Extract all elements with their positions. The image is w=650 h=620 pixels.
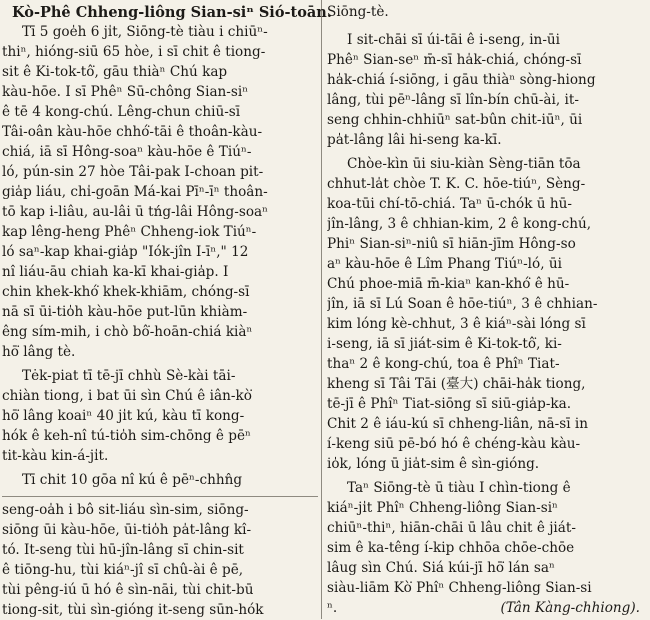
text-line: thaⁿ 2 ê kong-chú, toa ê Phîⁿ Tiat- [327, 356, 560, 372]
text-line: aⁿ kàu-hōe ê Lîm Phang Tiúⁿ-ló, ūi [327, 256, 562, 272]
text-line: kheng sī Tâi Tāi (臺大) chāi-ha̍k tiong, [327, 376, 586, 392]
text-line: sit ê Ki-tok-tô͘, gāu thiàⁿ Chú kap [2, 64, 228, 80]
text-line: pa̍t-lâng lâi hi-seng ka-kī. [327, 132, 502, 148]
paragraph [2, 470, 316, 490]
text-line: chhut-la̍t chòe T. K. C. hōe-tiúⁿ, Sèng- [327, 176, 586, 192]
text-line: Phêⁿ Sian-seⁿ m̄-sī ha̍k-chiá, chóng-sī [327, 52, 582, 68]
text-line: tit-kàu kin-á-jı̍t. [2, 448, 109, 464]
text-line: lâng, tùi pēⁿ-lâng sī lîn-bín chū-ài, it- [327, 92, 579, 108]
text-line: tō kap i-liâu, au-lâi ū tńg-lâi Hông-soaⁿ [2, 204, 268, 220]
text-line: Chòe-kìn ūi siu-kiàn Sèng-tiān tōa [347, 156, 581, 172]
text-line: kim lóng kè-chhut, 3 ê kiáⁿ-sài lóng sī [327, 316, 586, 332]
text-line: jîn-lâng, 3 ê chhian-kim, 2 ê kong-chú, [327, 216, 592, 232]
text-line: thiⁿ, hióng-siū 65 hòe, i sī chit ê tiong- [2, 44, 266, 60]
text-line: Tâi-oân kàu-hōe chhó͘-tāi ê thoân-kàu- [2, 124, 263, 140]
text-line: I sit-chāi sī úi-tāi ê i-seng, in-ūi [347, 32, 561, 48]
column-divider [321, 0, 322, 619]
signature-row [327, 598, 648, 618]
paragraph [2, 22, 316, 362]
paragraph [2, 500, 316, 620]
text-line: Taⁿ Siōng-tè ū tiàu I chìn-tiong ê [347, 480, 571, 496]
text-line: Siōng-tè. [327, 4, 389, 20]
text-line: chiūⁿ-thiⁿ, hiān-chāi ū lâu chit ê jiát- [327, 520, 576, 536]
text-line: tiong-sit, tùi sìn-gióng it-seng sūn-hók [2, 602, 264, 618]
article-title: Kò-Phê Chheng-liông Sian-siⁿ Sió-toān. [12, 4, 332, 21]
text-line: tó. It-seng tùi hū-jîn-lâng sī chin-sit [2, 542, 244, 558]
text-line: tùi pêng-iú ū hó ê sìn-nāi, tùi chit-bū [2, 582, 254, 598]
last-line-fragment: ⁿ. [327, 600, 338, 616]
text-line: í-keng siū pē-bó hó ê chéng-kàu kàu- [327, 436, 581, 452]
text-line: siàu-liām Kò͘ Phîⁿ Chheng-liông Sian-si [327, 580, 592, 596]
text-line: chiá, iā sī Hông-soaⁿ kàu-hōe ê Tiúⁿ- [2, 144, 252, 160]
text-line: êng sím-mih, i chò bô͘-hoān-chiá kiàⁿ [2, 324, 253, 340]
clipping-seam [2, 496, 318, 497]
text-line: i-seng, iā sī jiát-sim ê Ki-tok-tô͘, ki- [327, 336, 562, 352]
text-line: seng-oa̍h i bô sit-liáu sìn-sim, siōng- [2, 502, 249, 518]
text-line: kiáⁿ-jı̍t Phîⁿ Chheng-liông Sian-siⁿ [327, 500, 558, 516]
text-line: ha̍k-chiá í-siōng, i gāu thiàⁿ sòng-hiong [327, 72, 596, 88]
paragraph [327, 154, 648, 474]
text-line: hók ê keh-nî tú-tio̍h sim-chōng ê pēⁿ [2, 428, 251, 444]
paragraph [327, 2, 648, 22]
text-line: Tī 5 goe̍h 6 jı̍t, Siōng-tè tiàu i chiūⁿ- [22, 24, 268, 40]
text-line: jîn, iā sī Lú Soan ê hōe-tiúⁿ, 3 ê chhian- [327, 296, 598, 312]
text-line: kap lêng-heng Phêⁿ Chheng-iok Tiúⁿ- [2, 224, 257, 240]
text-line: lâug sìn Chú. Siá kúi-jī hō͘ lán saⁿ [327, 560, 555, 576]
text-line: ló saⁿ-kap khai-gia̍p "Iók-jîn I-īⁿ," 12 [2, 244, 249, 260]
text-line: Tėk-piat tī tē-jī chhù Sè-kài tāi- [22, 368, 236, 384]
text-line: koa-tūi chí-tō-chiá. Taⁿ ū-chók ū hū- [327, 196, 572, 212]
text-line: kàu-hōe. I sī Phêⁿ Sū-chông Sian-siⁿ [2, 84, 249, 100]
text-line: hō͘ lâng tè. [2, 344, 76, 360]
text-line: hō͘ lâng koaiⁿ 40 jı̍t kú, kàu tī kong- [2, 408, 245, 424]
text-line: seng chhin-chhiūⁿ sat-bûn chit-iūⁿ, ūi [327, 112, 583, 128]
text-line: nî liáu-āu chiah ka-kī khai-gia̍p. I [2, 264, 229, 280]
text-line: ê tē 4 kong-chú. Lêng-chun chiū-sī [2, 104, 241, 120]
text-line: chiàn tiong, i bat ūi sìn Chú ê iân-kò͘ [2, 388, 252, 404]
text-line: Chú phoe-miā m̄-kiaⁿ kan-khó͘ ê hū- [327, 276, 570, 292]
text-line: Tī chit 10 gōa nî kú ê pēⁿ-chhn̂g [22, 472, 243, 488]
text-line: Chit 2 ê iáu-kú sī chheng-liân, nā-sī in [327, 416, 588, 432]
paragraph [2, 366, 316, 466]
text-line: sim ê ka-têng í-kip chhōa chōe-chōe [327, 540, 575, 556]
text-line: chin khek-khó͘ khek-khiām, chóng-sī [2, 284, 250, 300]
text-line: siōng ūi kàu-hōe, ūi-tio̍h pa̍t-lâng kî- [2, 522, 252, 538]
text-line: ê tiōng-hu, tùi kiáⁿ-jî sī chû-ài ê pē, [2, 562, 244, 578]
paragraph [327, 478, 648, 598]
text-line: tē-jī ê Phîⁿ Tiat-siōng sī siū-gia̍p-ka. [327, 396, 572, 412]
author-signature: (Tân Kàng-chhiong). [500, 600, 640, 616]
text-line: gia̍p liáu, chi̍-goān Má-kai Pīⁿ-īⁿ thoân- [2, 184, 268, 200]
text-line: Phiⁿ Sian-siⁿ-niû sī hiān-jīm Hông-so [327, 236, 576, 252]
signature-row-inner [327, 598, 648, 618]
text-line: ló, pún-sin 27 hòe Tâi-pak I-choan pit- [2, 164, 264, 180]
text-line: io̍k, lóng ū jia̍t-sim ê sìn-gióng. [327, 456, 540, 472]
text-line: nā sī ūi-tio̍h kàu-hōe put-lūn khiàm- [2, 304, 248, 320]
paragraph [327, 30, 648, 150]
